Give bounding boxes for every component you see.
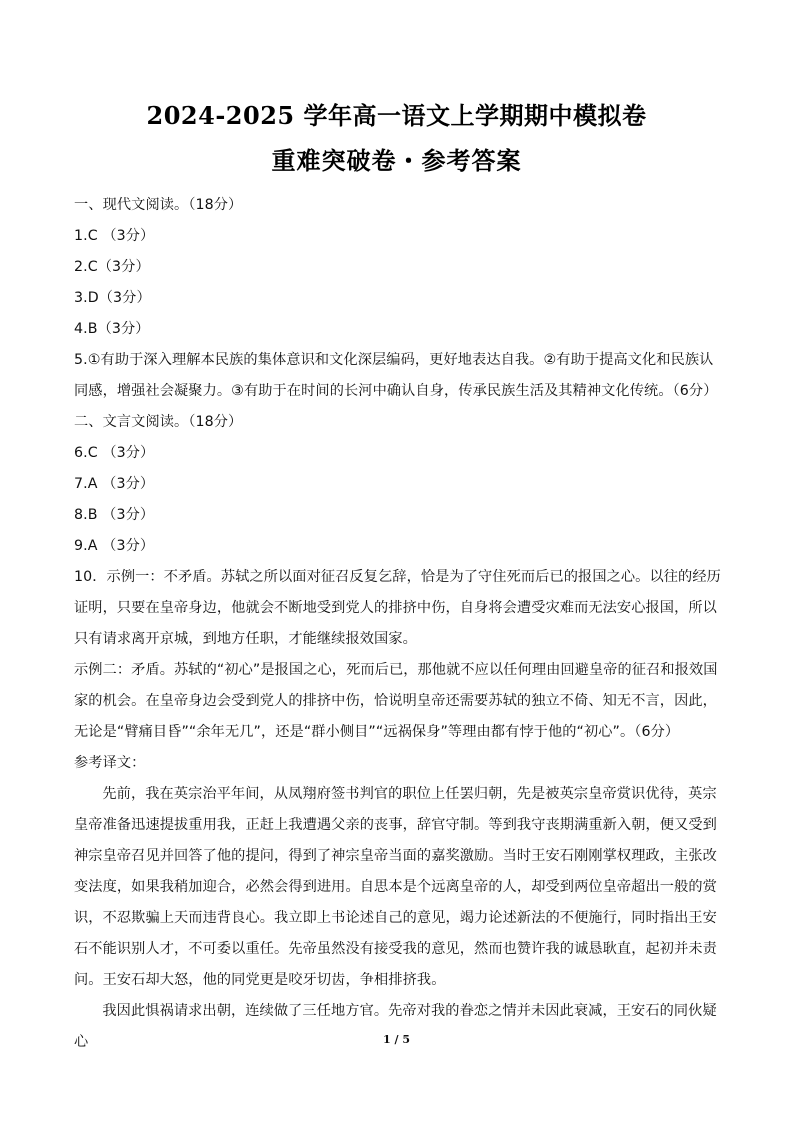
answer-q9: 9.A （3分）	[74, 538, 155, 554]
answer-q4: 4.B（3分）	[74, 321, 150, 337]
answer-content	[74, 190, 724, 1058]
answer-q6: 6.C （3分）	[74, 445, 155, 461]
answer-q10-example2: 示例二：矛盾。苏轼的“初心”是报国之心，死而后已，那他就不应以任何理由回避皇帝的征召和报效国家的机会。在皇帝身边会受到党人的排挤中伤，恰说明皇帝还需要苏轼的独立不倚、知无不言，因此，无论是“臂痛目昏”“余年无几”，还是“群小侧目”“远祸保身”等理由都有悖于他的“初心”。（6分）	[74, 662, 718, 740]
answer-q1: 1.C （3分）	[74, 228, 155, 244]
section2-heading: 二、文言文阅读。（18分）	[74, 414, 243, 430]
answer-q10-example1: 10．示例一：不矛盾。苏轼之所以面对征召反复乞辞，恰是为了守住死而后已的报国之心。以往的经历证明，只要在皇帝身边，他就会不断地受到党人的排挤中伤，自身将会遭受灾难而无法安心报国，所以只有请求离开京城，到地方任职，才能继续报效国家。	[74, 569, 721, 647]
answer-q8: 8.B （3分）	[74, 507, 155, 523]
answer-q2: 2.C（3分）	[74, 259, 150, 275]
translation-paragraph-2: 我因此惧祸请求出朝，连续做了三任地方官。先帝对我的眷恋之情并未因此衰减，王安石的同伙疑心	[74, 1003, 717, 1050]
translation-paragraph-1: 先前，我在英宗治平年间，从凤翔府签书判官的职位上任罢归朝，先是被英宗皇帝赏识优待，英宗皇帝准备迅速提拔重用我，正赶上我遭遇父亲的丧事，辞官守制。等到我守丧期满重新入朝，便又受到神宗皇帝召见并回答了他的提问，得到了神宗皇帝当面的嘉奖激励。当时王安石刚刚掌权理政，主张改变法度，如果我稍加迎合，必然会得到进用。自思本是个远离皇帝的人，却受到两位皇帝超出一般的赏识，不忍欺骗上天而违背良心。我立即上书论述自己的意见，竭力论述新法的不便施行，同时指出王安石不能识别人才，不可委以重任。先帝虽然没有接受我的意见，然而也赞许我的诚恳耿直，起初并未责问。王安石却大怒，他的同党更是咬牙切齿，争相排挤我。	[74, 786, 717, 988]
page-number: 1 / 5	[383, 1033, 410, 1046]
answer-q3: 3.D（3分）	[74, 290, 151, 306]
exam-title: 2024-2025 学年高一语文上学期期中模拟卷	[146, 101, 647, 130]
section1-heading: 一、现代文阅读。（18分）	[74, 197, 243, 213]
answer-q7: 7.A （3分）	[74, 476, 155, 492]
translation-label: 参考译文：	[74, 755, 146, 771]
answer-q5: 5.①有助于深入理解本民族的集体意识和文化深层编码，更好地表达自我。②有助于提高文化和民族认同感，增强社会凝聚力。③有助于在时间的长河中确认自身，传承民族生活及其精神文化传统。（6分）	[74, 352, 718, 399]
exam-subtitle: 重难突破卷・参考答案	[271, 146, 522, 175]
